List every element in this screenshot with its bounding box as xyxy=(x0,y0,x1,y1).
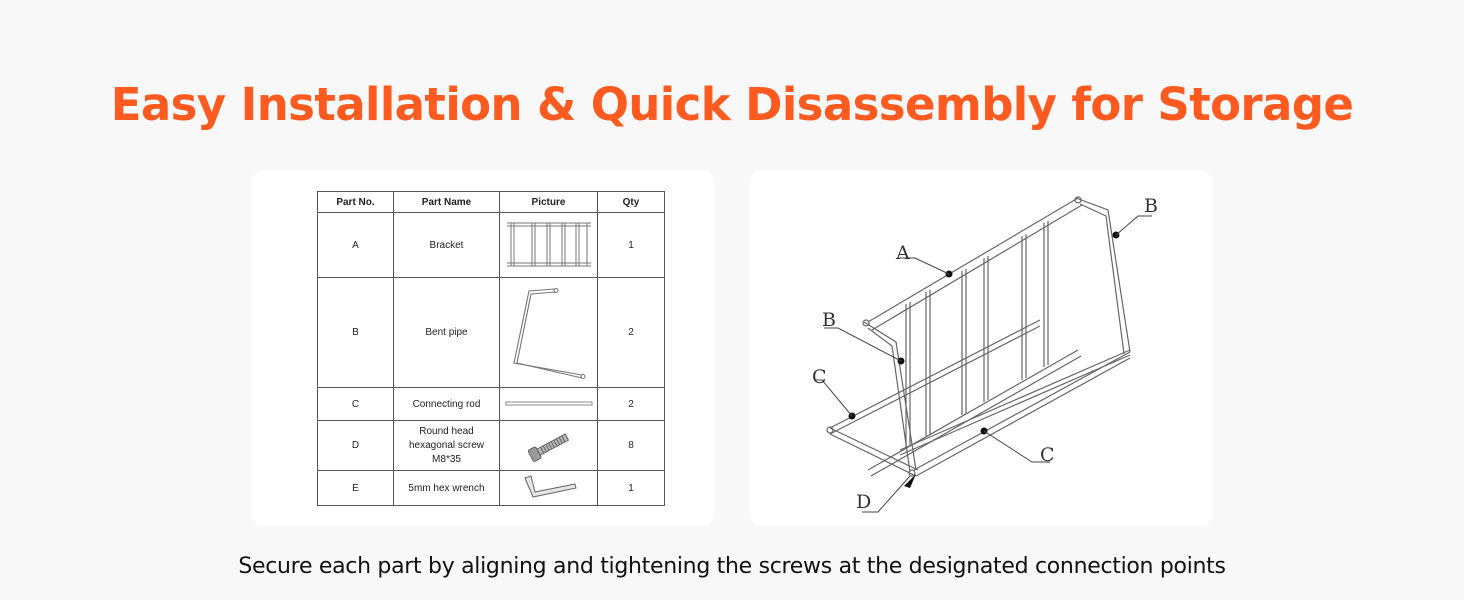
qty-cell: 1 xyxy=(598,471,665,506)
qty-cell: 2 xyxy=(598,278,665,388)
bike-rack-assembly-drawing xyxy=(750,170,1212,526)
label-c-right: C xyxy=(1040,444,1055,466)
label-b-top: B xyxy=(1144,195,1158,217)
label-a: A xyxy=(896,242,910,264)
part-name-cell xyxy=(394,421,500,471)
header-part-name: Part Name xyxy=(394,192,500,213)
table-row xyxy=(318,421,665,471)
qty-cell: 2 xyxy=(598,388,665,421)
parts-table xyxy=(317,191,665,506)
page-headline: Easy Installation & Quick Disassembly for Storage xyxy=(110,78,1354,131)
bracket-picture xyxy=(500,213,598,278)
connecting-rod-picture xyxy=(500,388,598,421)
hex-wrench-icon xyxy=(517,474,581,502)
part-no-cell: C xyxy=(318,388,394,421)
parts-list-panel xyxy=(252,170,714,526)
part-no-cell: B xyxy=(318,278,394,388)
bent-pipe-icon xyxy=(504,283,594,383)
part-name-cell: Bent pipe xyxy=(394,278,500,388)
part-name-line: M8*35 xyxy=(432,453,461,465)
part-no-cell: E xyxy=(318,471,394,506)
wrench-picture xyxy=(500,471,598,506)
connecting-rod-icon xyxy=(504,399,594,409)
screw-picture xyxy=(500,421,598,471)
label-d: D xyxy=(856,491,872,513)
part-no-cell: A xyxy=(318,213,394,278)
table-header-row xyxy=(318,192,665,213)
table-row xyxy=(318,278,665,388)
bracket-icon xyxy=(504,219,594,271)
part-no-cell: D xyxy=(318,421,394,471)
rack-frame xyxy=(827,197,1130,476)
bent-pipe-picture xyxy=(500,278,598,388)
leader-lines xyxy=(814,216,1152,512)
part-name-line: hexagonal screw xyxy=(408,439,485,451)
table-row xyxy=(318,213,665,278)
instruction-caption: Secure each part by aligning and tightening the screws at the designated connection points xyxy=(238,554,1226,579)
part-name-cell: Bracket xyxy=(394,213,500,278)
header-picture: Picture xyxy=(500,192,598,213)
screw-icon xyxy=(524,429,574,463)
assembly-diagram-panel xyxy=(750,170,1212,526)
part-name-cell: 5mm hex wrench xyxy=(394,471,500,506)
qty-cell: 1 xyxy=(598,213,665,278)
label-b-left: B xyxy=(822,309,836,331)
table-row xyxy=(318,388,665,421)
table-row xyxy=(318,471,665,506)
label-c-left: C xyxy=(812,366,827,388)
header-qty: Qty xyxy=(598,192,665,213)
part-name-cell: Connecting rod xyxy=(394,388,500,421)
qty-cell: 8 xyxy=(598,421,665,471)
header-part-no: Part No. xyxy=(318,192,394,213)
part-name-line: Round head xyxy=(419,425,474,437)
